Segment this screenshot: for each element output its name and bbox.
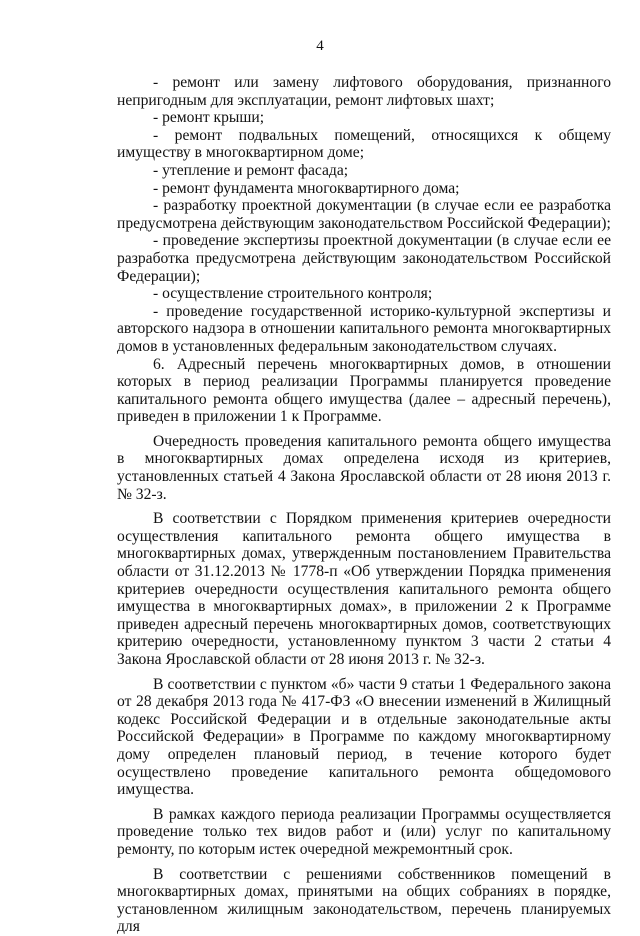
paragraph-documentation-expertise: - проведение экспертизы проектной документации (в случае если ее разработка предусмотрена действующим законодательством Российской Федерации); <box>117 232 611 285</box>
paragraph-elevator-repair: - ремонт или замену лифтового оборудования, признанного непригодным для эксплуатации, ремонт лифтовых шахт; <box>117 74 611 109</box>
paragraph-owners-decisions: В соответствии с решениями собственников помещений в многоквартирных домах, принятыми на общих собраниях в порядке, установленном жилищным законодательством, перечень планируемых для <box>117 865 611 936</box>
paragraph-project-documentation: - разработку проектной документации (в случае если ее разработка предусмотрена действующим законодательством Российской Федерации); <box>117 197 611 232</box>
paragraph-address-list: 6. Адресный перечень многоквартирных домов, в отношении которых в период реализации Программы планируется проведение капитального ремонта общего имущества (далее – адресный перечень), приведен в приложении 1 к Программе. <box>117 355 611 426</box>
paragraph-foundation-repair: - ремонт фундамента многоквартирного дома; <box>153 179 460 197</box>
paragraph-federal-law: В соответствии с пунктом «б» части 9 статьи 1 Федерального закона от 28 декабря 2013 года № 417-ФЗ «О внесении изменений в Жилищный кодекс Российской Федерации и в отдельные законодательные акты Российской Федерации» в Программе по каждому многоквартирному дому определен плановый период, в течение которого будет осуществлено проведение капитального ремонта общедомового имущества. <box>117 675 611 799</box>
paragraph-construction-control: - осуществление строительного контроля; <box>153 285 433 303</box>
document-body <box>117 74 611 936</box>
paragraph-priority-procedure: В соответствии с Порядком применения критериев очередности осуществления капитального ремонта общего имущества в многоквартирных домах, утвержденным постановлением Правительства области от 31.12.2013 № 1778-п «Об утверждении Порядка применения критериев очередности осуществления капитального ремонта общего имущества в многоквартирных домах», в приложении 2 к Программе приведен адресный перечень многоквартирных домов, соответствующих критерию очередности, установленному пунктом 3 части 2 статьи 4 Закона Ярославской области от 28 июня 2013 г. № 32-з. <box>117 510 611 668</box>
paragraph-cultural-expertise: - проведение государственной историко-культурной экспертизы и авторского надзора в отношении капитального ремонта многоквартирных домов в установленных федеральным законодательством случаях. <box>117 302 611 355</box>
paragraph-basement-repair: - ремонт подвальных помещений, относящихся к общему имуществу в многоквартирном доме; <box>117 126 611 162</box>
paragraph-roof-repair: - ремонт крыши; <box>153 109 265 127</box>
page-number: 4 <box>316 38 324 54</box>
paragraph-program-periods: В рамках каждого периода реализации Программы осуществляется проведение только тех видов работ и (или) услуг по капитальному ремонту, по которым истек очередной межремонтный срок. <box>117 805 611 858</box>
paragraph-facade-repair: - утепление и ремонт фасада; <box>153 161 349 179</box>
paragraph-repair-priority: Очередность проведения капитального ремонта общего имущества в многоквартирных домах определена исходя из критериев, установленных статьей 4 Закона Ярославской области от 28 июня 2013 г. № 32-з. <box>117 432 611 503</box>
